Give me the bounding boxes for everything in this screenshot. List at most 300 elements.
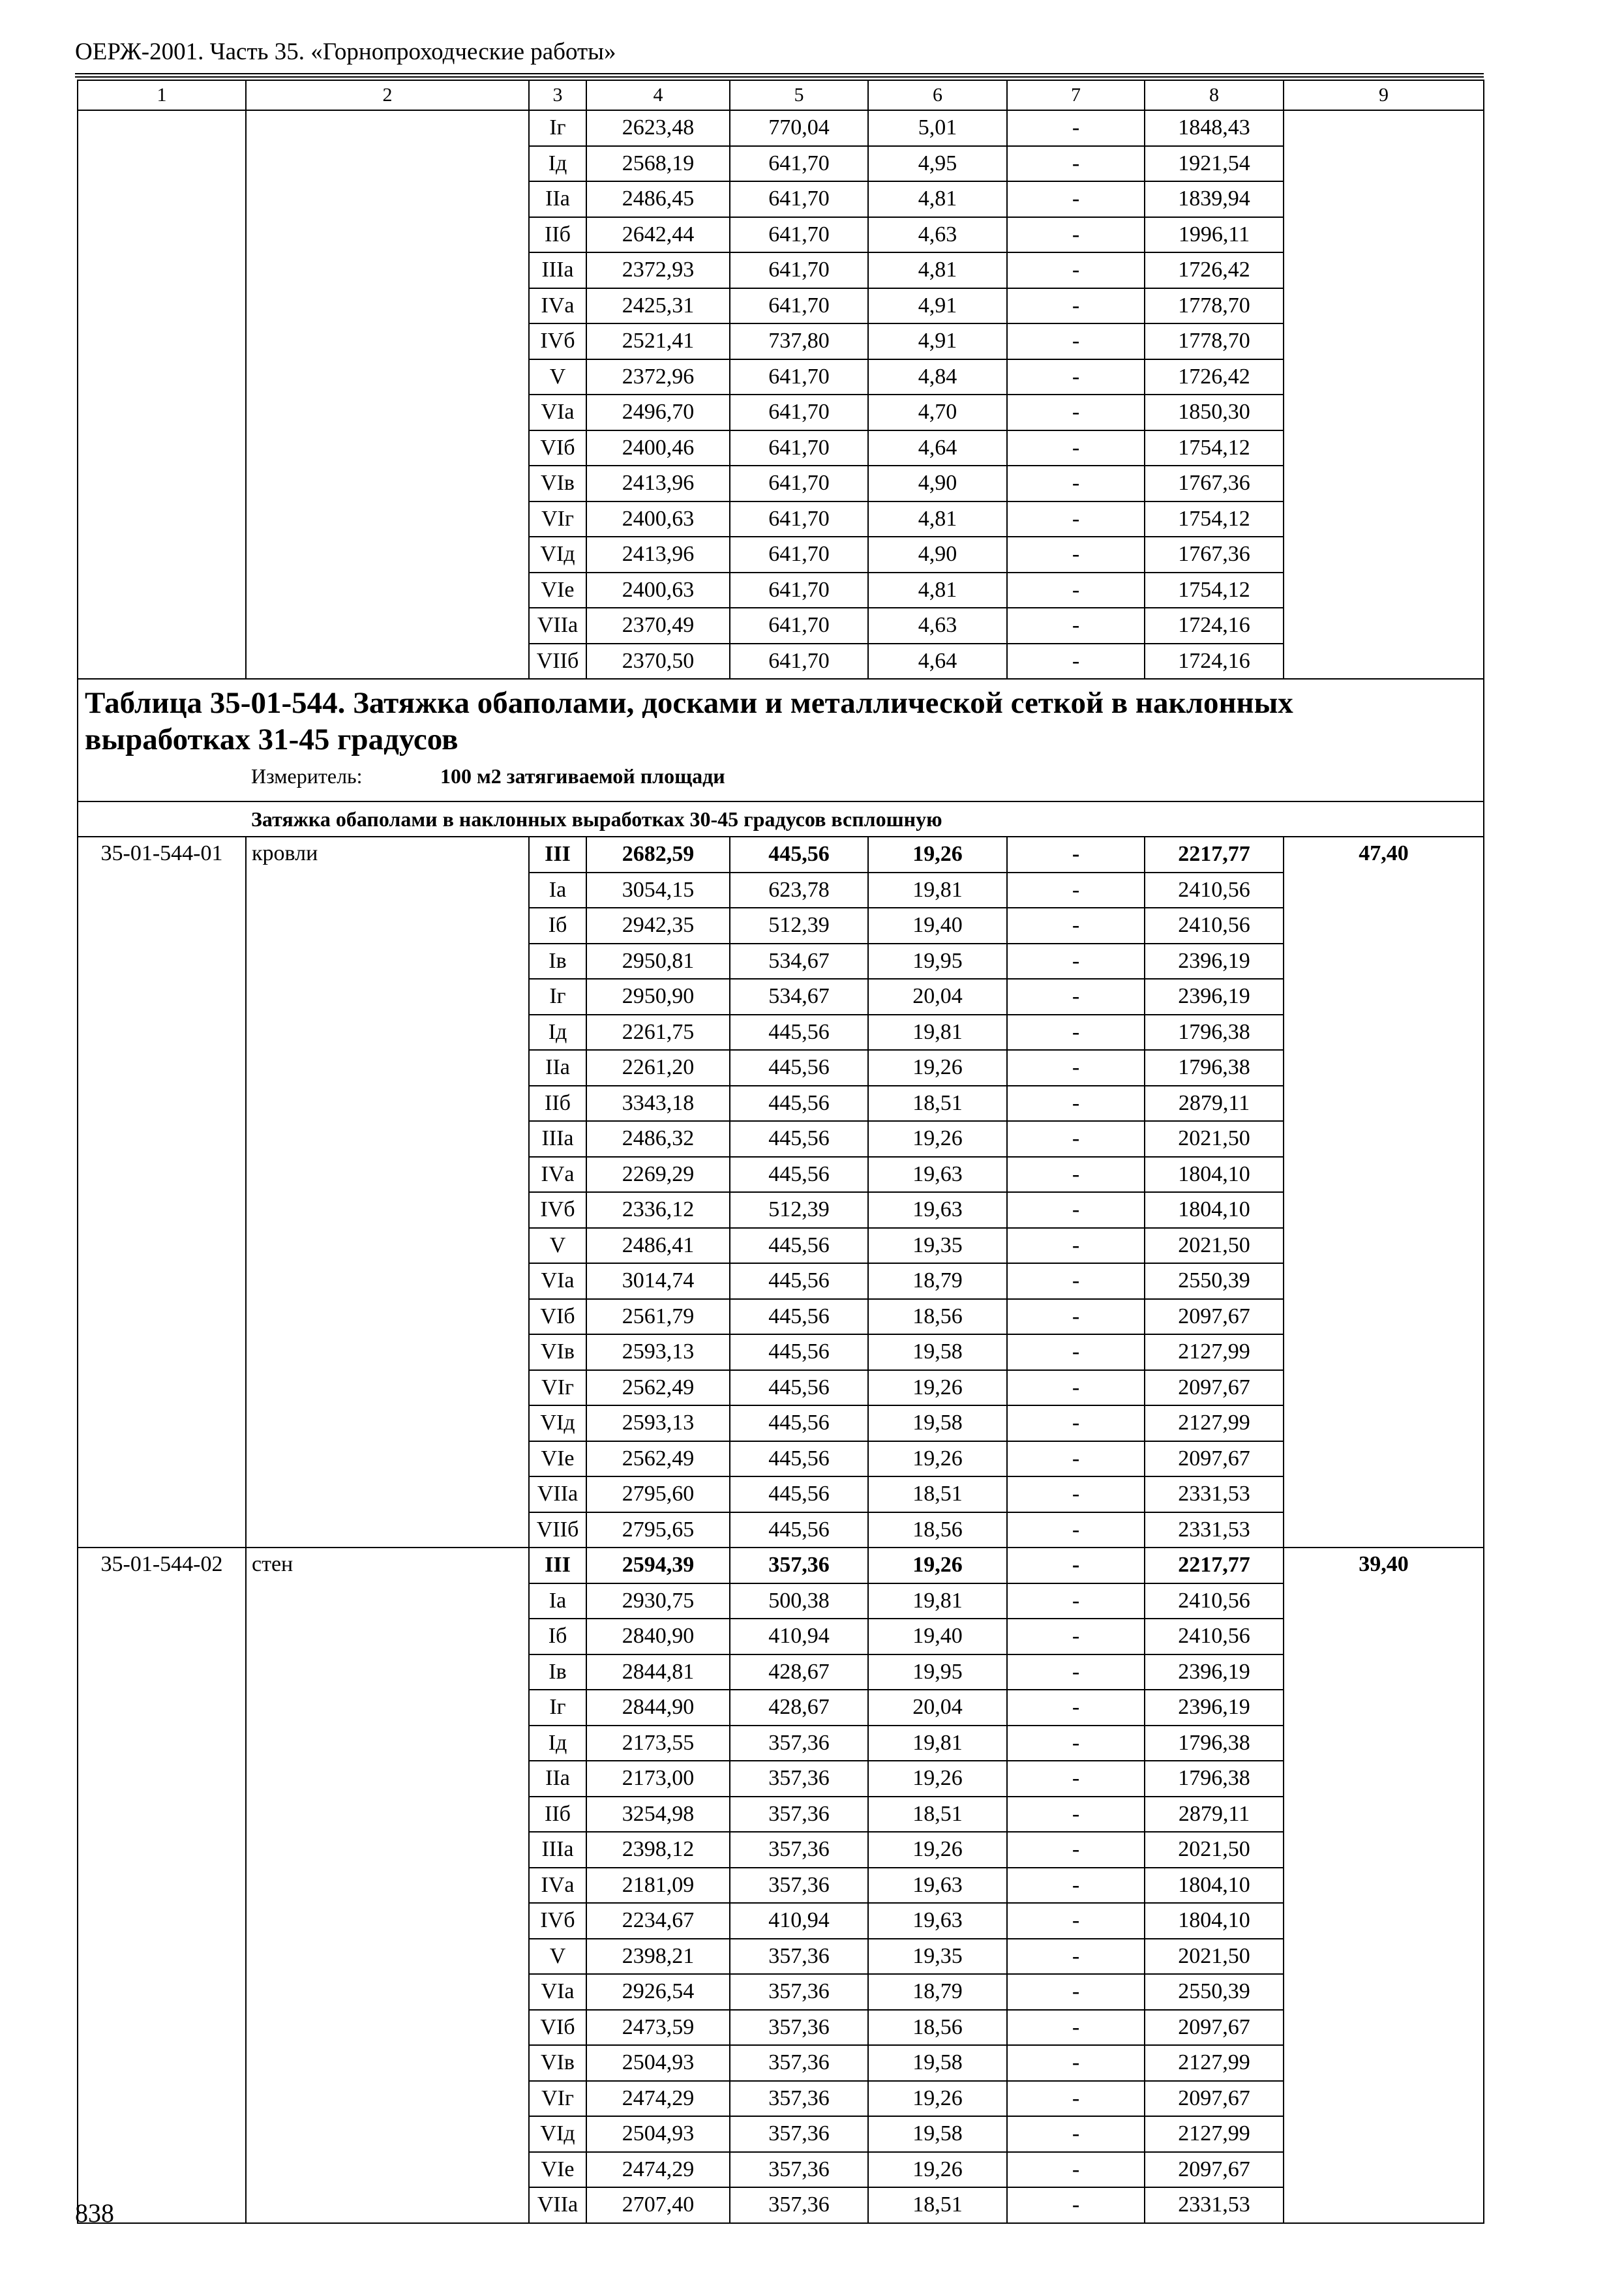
column-number: 3 [529,80,586,110]
table-cell: 4,91 [868,323,1007,359]
table-cell: 2486,41 [586,1228,730,1264]
header-rule [75,73,1484,74]
table-cell: 2370,49 [586,608,730,644]
table-cell: 2879,11 [1145,1797,1284,1833]
table-cell: 1754,12 [1145,430,1284,466]
column-number: 8 [1145,80,1284,110]
table-cell: 641,70 [730,395,868,430]
table-cell: 19,35 [868,1939,1007,1975]
table-cell: 19,63 [868,1868,1007,1904]
table-cell: - [1007,1903,1145,1939]
table-cell: - [1007,873,1145,908]
table-cell: 2844,81 [586,1654,730,1690]
table-cell: 19,26 [868,1441,1007,1477]
table-cell: - [1007,2152,1145,2188]
table-cell: 19,58 [868,2045,1007,2081]
table-cell: 1850,30 [1145,395,1284,430]
table-cell: 1921,54 [1145,146,1284,182]
table-cell: - [1007,979,1145,1015]
table-cell: - [1007,1726,1145,1761]
table-cell: - [1007,944,1145,980]
table-cell: III [529,1548,586,1583]
table-cell: 19,26 [868,1370,1007,1406]
table-cell: - [1007,2045,1145,2081]
table-cell: 2425,31 [586,288,730,324]
table-cell: IIб [529,1797,586,1833]
table-cell: - [1007,1476,1145,1512]
table-cell: - [1007,1583,1145,1619]
table-cell: 357,36 [730,1939,868,1975]
table-cell: - [1007,466,1145,501]
table-cell: 19,40 [868,1619,1007,1654]
table-cell: 1796,38 [1145,1726,1284,1761]
table-cell: - [1007,2010,1145,2046]
table-cell: 2234,67 [586,1903,730,1939]
table-cell: 357,36 [730,2116,868,2152]
table-cell: - [1007,217,1145,253]
table-row [78,837,1484,873]
table-cell: VIIа [529,2187,586,2223]
table-cell: 2594,39 [586,1548,730,1583]
rate-name: стен [246,1548,529,2223]
table-cell: 4,81 [868,252,1007,288]
table-title: Таблица 35-01-544. Затяжка обаполами, досками и металлической сеткой в наклонных выработках 31-45 градусов [85,686,1293,756]
table-cell: 19,40 [868,908,1007,944]
table-cell: - [1007,837,1145,873]
table-cell: 2840,90 [586,1619,730,1654]
table-cell: 2844,90 [586,1690,730,1726]
col9-cell [1284,110,1484,679]
rates-table-container [77,80,1483,2224]
table-cell: 357,36 [730,1832,868,1868]
table-cell: - [1007,908,1145,944]
table-cell: - [1007,537,1145,573]
table-cell: V [529,1939,586,1975]
table-cell: IIIа [529,1121,586,1157]
table-cell: 2396,19 [1145,1654,1284,1690]
table-cell: 2021,50 [1145,1832,1284,1868]
table-cell: 641,70 [730,466,868,501]
table-cell: 1726,42 [1145,252,1284,288]
table-cell: 641,70 [730,573,868,608]
table-cell: 4,64 [868,430,1007,466]
table-cell: 641,70 [730,217,868,253]
table-cell: 2097,67 [1145,2010,1284,2046]
table-cell: Iд [529,1015,586,1051]
table-cell: 19,81 [868,1583,1007,1619]
table-cell: - [1007,1512,1145,1548]
table-cell: 2370,50 [586,644,730,680]
column-number: 7 [1007,80,1145,110]
table-cell: 445,56 [730,1015,868,1051]
table-cell: VIв [529,2045,586,2081]
table-cell: IIб [529,1086,586,1122]
table-cell: 445,56 [730,1121,868,1157]
table-cell: 2400,63 [586,501,730,537]
table-cell: VIа [529,1974,586,2010]
rates-table [77,80,1484,2224]
table-cell: - [1007,1157,1145,1193]
table-cell: 18,79 [868,1263,1007,1299]
table-cell: - [1007,1761,1145,1797]
table-cell: 1724,16 [1145,644,1284,680]
table-cell: 1804,10 [1145,1157,1284,1193]
table-cell: 1804,10 [1145,1868,1284,1904]
table-cell: 357,36 [730,1974,868,2010]
table-cell: 2486,32 [586,1121,730,1157]
table-cell: 2331,53 [1145,1512,1284,1548]
table-cell: 2097,67 [1145,2081,1284,2117]
table-cell: VIг [529,1370,586,1406]
table-cell: 641,70 [730,501,868,537]
table-cell: - [1007,146,1145,182]
table-cell: 4,81 [868,181,1007,217]
table-cell: - [1007,2187,1145,2223]
table-cell: 445,56 [730,1299,868,1335]
table-cell: 19,26 [868,1050,1007,1086]
table-cell: 2396,19 [1145,944,1284,980]
table-cell: 19,26 [868,837,1007,873]
table-cell: 4,91 [868,288,1007,324]
table-cell: 2593,13 [586,1405,730,1441]
table-cell: 2950,81 [586,944,730,980]
column-number: 5 [730,80,868,110]
table-cell: 2372,96 [586,359,730,395]
table-cell: VIIа [529,1476,586,1512]
labor-cost: 39,40 [1284,1548,1484,2223]
table-cell: - [1007,1619,1145,1654]
table-cell: 445,56 [730,1157,868,1193]
table-cell: 2623,48 [586,110,730,146]
column-numbers-row [78,80,1484,110]
table-cell: VIIб [529,1512,586,1548]
table-cell: VIг [529,2081,586,2117]
table-cell: 512,39 [730,1192,868,1228]
table-cell: Iв [529,1654,586,1690]
table-cell: - [1007,1974,1145,2010]
table-cell: - [1007,1334,1145,1370]
table-cell: 2021,50 [1145,1939,1284,1975]
table-cell: VIд [529,2116,586,2152]
table-cell: 770,04 [730,110,868,146]
table-cell: 19,58 [868,1405,1007,1441]
table-cell: 2331,53 [1145,1476,1284,1512]
table-cell: 1804,10 [1145,1903,1284,1939]
table-cell: - [1007,1832,1145,1868]
table-cell: IVб [529,1192,586,1228]
table-cell: 357,36 [730,1726,868,1761]
table-cell: VIб [529,1299,586,1335]
table-cell: 357,36 [730,1797,868,1833]
meter-label: Измеритель: [251,764,363,788]
table-cell: 19,35 [868,1228,1007,1264]
table-cell: - [1007,110,1145,146]
table-cell: 641,70 [730,537,868,573]
table-cell: - [1007,573,1145,608]
table-cell: 534,67 [730,944,868,980]
table-cell: 2372,93 [586,252,730,288]
table-cell: 5,01 [868,110,1007,146]
table-cell: 641,70 [730,146,868,182]
column-number: 9 [1284,80,1484,110]
table-cell: 2550,39 [1145,1263,1284,1299]
table-cell: 428,67 [730,1654,868,1690]
table-cell: VIIа [529,608,586,644]
table-cell: - [1007,395,1145,430]
table-cell: 19,26 [868,2081,1007,2117]
table-cell: - [1007,1939,1145,1975]
table-cell: - [1007,1015,1145,1051]
table-cell: 2181,09 [586,1868,730,1904]
page-number: 838 [75,2198,114,2228]
table-cell: 19,95 [868,1654,1007,1690]
table-cell: IVб [529,1903,586,1939]
table-cell: 641,70 [730,181,868,217]
table-cell: 2410,56 [1145,908,1284,944]
table-cell: IVб [529,323,586,359]
table-cell: 2879,11 [1145,1086,1284,1122]
table-cell: 1754,12 [1145,501,1284,537]
table-cell: - [1007,288,1145,324]
table-cell: 19,58 [868,1334,1007,1370]
table-cell: VIа [529,395,586,430]
table-cell: 641,70 [730,608,868,644]
table-cell: 19,26 [868,2152,1007,2188]
table-cell: 357,36 [730,1548,868,1583]
table-cell: Iд [529,146,586,182]
table-cell: 445,56 [730,1228,868,1264]
table-cell: 2642,44 [586,217,730,253]
table-cell: 641,70 [730,644,868,680]
table-cell: 2097,67 [1145,1441,1284,1477]
table-cell: 445,56 [730,1405,868,1441]
table-cell: - [1007,1405,1145,1441]
table-cell: 19,63 [868,1192,1007,1228]
table-cell: 2562,49 [586,1370,730,1406]
table-cell: 2097,67 [1145,2152,1284,2188]
table-cell: 1767,36 [1145,537,1284,573]
table-cell: 1796,38 [1145,1761,1284,1797]
table-cell: - [1007,501,1145,537]
name-cell [246,110,529,679]
table-cell: 1796,38 [1145,1015,1284,1051]
table-cell: 2707,40 [586,2187,730,2223]
table-cell: 2173,00 [586,1761,730,1797]
table-cell: 445,56 [730,1441,868,1477]
table-cell: 2217,77 [1145,837,1284,873]
table-cell: Iб [529,908,586,944]
table-cell: 534,67 [730,979,868,1015]
table-cell: 2396,19 [1145,1690,1284,1726]
table-cell: 2795,60 [586,1476,730,1512]
table-cell: 4,81 [868,573,1007,608]
table-cell: 4,70 [868,395,1007,430]
table-cell: 19,81 [868,1726,1007,1761]
table-cell: 445,56 [730,1086,868,1122]
table-cell: 445,56 [730,837,868,873]
table-cell: 2926,54 [586,1974,730,2010]
table-cell: 445,56 [730,1512,868,1548]
table-cell: 3254,98 [586,1797,730,1833]
table-cell: 20,04 [868,979,1007,1015]
table-cell: 512,39 [730,908,868,944]
table-cell: 3054,15 [586,873,730,908]
table-cell: 18,56 [868,1512,1007,1548]
table-cell: - [1007,1548,1145,1583]
table-cell: Iг [529,110,586,146]
table-cell: 445,56 [730,1334,868,1370]
table-cell: 1839,94 [1145,181,1284,217]
table-cell: - [1007,1192,1145,1228]
table-cell: - [1007,359,1145,395]
table-cell: 1778,70 [1145,288,1284,324]
table-cell: - [1007,1121,1145,1157]
table-cell: 2930,75 [586,1583,730,1619]
table-cell: 2097,67 [1145,1299,1284,1335]
table-cell: - [1007,644,1145,680]
table-cell: 18,51 [868,1476,1007,1512]
table-cell: 19,26 [868,1548,1007,1583]
table-cell: VIд [529,537,586,573]
table-cell: 4,63 [868,608,1007,644]
table-cell: 2261,20 [586,1050,730,1086]
table-cell: 2593,13 [586,1334,730,1370]
table-cell: 4,64 [868,644,1007,680]
table-cell: 1848,43 [1145,110,1284,146]
table-cell: 18,51 [868,1797,1007,1833]
table-cell: IVа [529,288,586,324]
table-cell: - [1007,1263,1145,1299]
table-cell: 445,56 [730,1476,868,1512]
column-number: 4 [586,80,730,110]
table-cell: 641,70 [730,252,868,288]
table-cell: - [1007,1690,1145,1726]
table-cell: 18,56 [868,2010,1007,2046]
table-cell: 2795,65 [586,1512,730,1548]
table-title-cell [78,679,1484,801]
table-cell: 3014,74 [586,1263,730,1299]
table-cell: 428,67 [730,1690,868,1726]
table-cell: Iв [529,944,586,980]
table-cell: - [1007,1441,1145,1477]
table-cell: 623,78 [730,873,868,908]
table-cell: Iа [529,1583,586,1619]
table-cell: 2561,79 [586,1299,730,1335]
table-cell: 445,56 [730,1263,868,1299]
table-cell: 2474,29 [586,2081,730,2117]
table-cell: 2097,67 [1145,1370,1284,1406]
table-cell: 2413,96 [586,537,730,573]
table-cell: 19,63 [868,1157,1007,1193]
table-cell: VIв [529,1334,586,1370]
table-cell: 19,58 [868,2116,1007,2152]
table-cell: 500,38 [730,1583,868,1619]
table-cell: 18,79 [868,1974,1007,2010]
table-cell: Iа [529,873,586,908]
table-cell: 2504,93 [586,2045,730,2081]
table-cell: IIIа [529,252,586,288]
table-cell: 2269,29 [586,1157,730,1193]
table-cell: 737,80 [730,323,868,359]
table-cell: VIе [529,573,586,608]
section-subtitle: Затяжка обаполами в наклонных выработках 30-45 градусов всплошную [78,801,1484,837]
table-cell: VIа [529,1263,586,1299]
column-number: 1 [78,80,246,110]
table-cell: IIб [529,217,586,253]
table-cell: 4,63 [868,217,1007,253]
table-cell: 2261,75 [586,1015,730,1051]
table-cell: 2410,56 [1145,873,1284,908]
table-cell: 2217,77 [1145,1548,1284,1583]
table-cell: 2950,90 [586,979,730,1015]
table-cell: 2398,21 [586,1939,730,1975]
table-cell: 410,94 [730,1903,868,1939]
table-cell: V [529,359,586,395]
table-cell: 641,70 [730,288,868,324]
table-cell: IIа [529,181,586,217]
table-cell: 2400,46 [586,430,730,466]
table-cell: - [1007,608,1145,644]
rate-code: 35-01-544-02 [78,1548,246,2223]
table-cell: Iг [529,1690,586,1726]
table-cell: 2331,53 [1145,2187,1284,2223]
table-cell: 2410,56 [1145,1583,1284,1619]
table-cell: 2550,39 [1145,1974,1284,2010]
table-cell: 2521,41 [586,323,730,359]
table-cell: 19,81 [868,1015,1007,1051]
table-cell: - [1007,1370,1145,1406]
table-cell: 1726,42 [1145,359,1284,395]
subtitle-row [78,801,1484,837]
table-cell: 1767,36 [1145,466,1284,501]
table-cell: Iг [529,979,586,1015]
table-cell: VIб [529,430,586,466]
table-cell: 410,94 [730,1619,868,1654]
labor-cost: 47,40 [1284,837,1484,1548]
column-number: 2 [246,80,529,110]
table-cell: 1796,38 [1145,1050,1284,1086]
table-cell: 2127,99 [1145,1405,1284,1441]
table-cell: - [1007,252,1145,288]
table-cell: 357,36 [730,2010,868,2046]
table-cell: 1996,11 [1145,217,1284,253]
rate-name: кровли [246,837,529,1548]
table-cell: III [529,837,586,873]
table-cell: 3343,18 [586,1086,730,1122]
table-cell: 19,26 [868,1761,1007,1797]
table-cell: VIе [529,1441,586,1477]
table-cell: 2127,99 [1145,2045,1284,2081]
table-cell: - [1007,1086,1145,1122]
table-cell: - [1007,1050,1145,1086]
table-cell: 445,56 [730,1050,868,1086]
table-cell: - [1007,323,1145,359]
table-cell: 19,26 [868,1832,1007,1868]
table-cell: 2127,99 [1145,1334,1284,1370]
table-cell: 2021,50 [1145,1228,1284,1264]
table-cell: - [1007,430,1145,466]
table-cell: VIе [529,2152,586,2188]
table-cell: IVа [529,1868,586,1904]
table-cell: 19,81 [868,873,1007,908]
table-cell: - [1007,1868,1145,1904]
table-cell: 1724,16 [1145,608,1284,644]
rate-code: 35-01-544-01 [78,837,246,1548]
table-cell: 357,36 [730,2045,868,2081]
table-cell: 18,51 [868,2187,1007,2223]
table-cell: 445,56 [730,1370,868,1406]
table-cell: - [1007,1654,1145,1690]
